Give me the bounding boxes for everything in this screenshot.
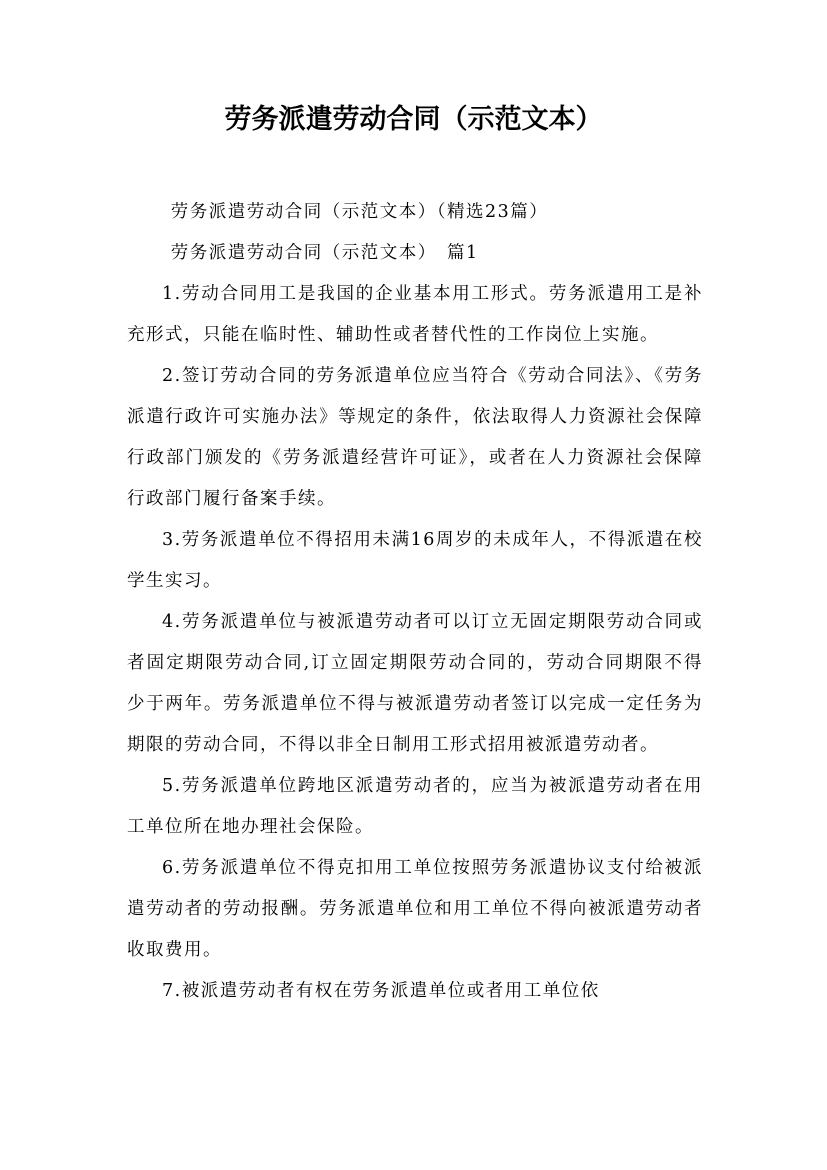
paragraph-1: 1.劳动合同用工是我国的企业基本用工形式。劳务派遣用工是补充形式，只能在临时性、辅助性或者替代性的工作岗位上实施。 <box>127 284 703 345</box>
paragraph-6: 6.劳务派遣单位不得克扣用工单位按照劳务派遣协议支付给被派遣劳动者的劳动报酬。劳务派遣单位和用工单位不得向被派遣劳动者收取费用。 <box>127 858 703 960</box>
document-subtitle: 劳务派遣劳动合同（示范文本）（精选23篇） <box>170 202 549 222</box>
paragraph-4: 4.劳务派遣单位与被派遣劳动者可以订立无固定期限劳动合同或者固定期限劳动合同,订立固定期限劳动合同的，劳动合同期限不得少于两年。劳务派遣单位不得与被派遣劳动者签订以完成一定任务为期限的劳动合同，不得以非全日制用工形式招用被派遣劳动者。 <box>127 612 703 755</box>
document-body <box>127 192 703 1012</box>
document-title: 劳务派遣劳动合同（示范文本） <box>224 104 603 135</box>
paragraph-7: 7.被派遣劳动者有权在劳务派遣单位或者用工单位依 <box>162 981 600 1001</box>
paragraph-5: 5.劳务派遣单位跨地区派遣劳动者的，应当为被派遣劳动者在用工单位所在地办理社会保险。 <box>127 776 703 837</box>
paragraph-3: 3.劳务派遣单位不得招用未满16周岁的未成年人，不得派遣在校学生实习。 <box>127 530 703 591</box>
section-heading: 劳务派遣劳动合同（示范文本） 篇1 <box>170 243 479 263</box>
paragraph-2: 2.签订劳动合同的劳务派遣单位应当符合《劳动合同法》、《劳务派遣行政许可实施办法》等规定的条件，依法取得人力资源社会保障行政部门颁发的《劳务派遣经营许可证》，或者在人力资源社会保障行政部门履行备案手续。 <box>127 366 703 509</box>
